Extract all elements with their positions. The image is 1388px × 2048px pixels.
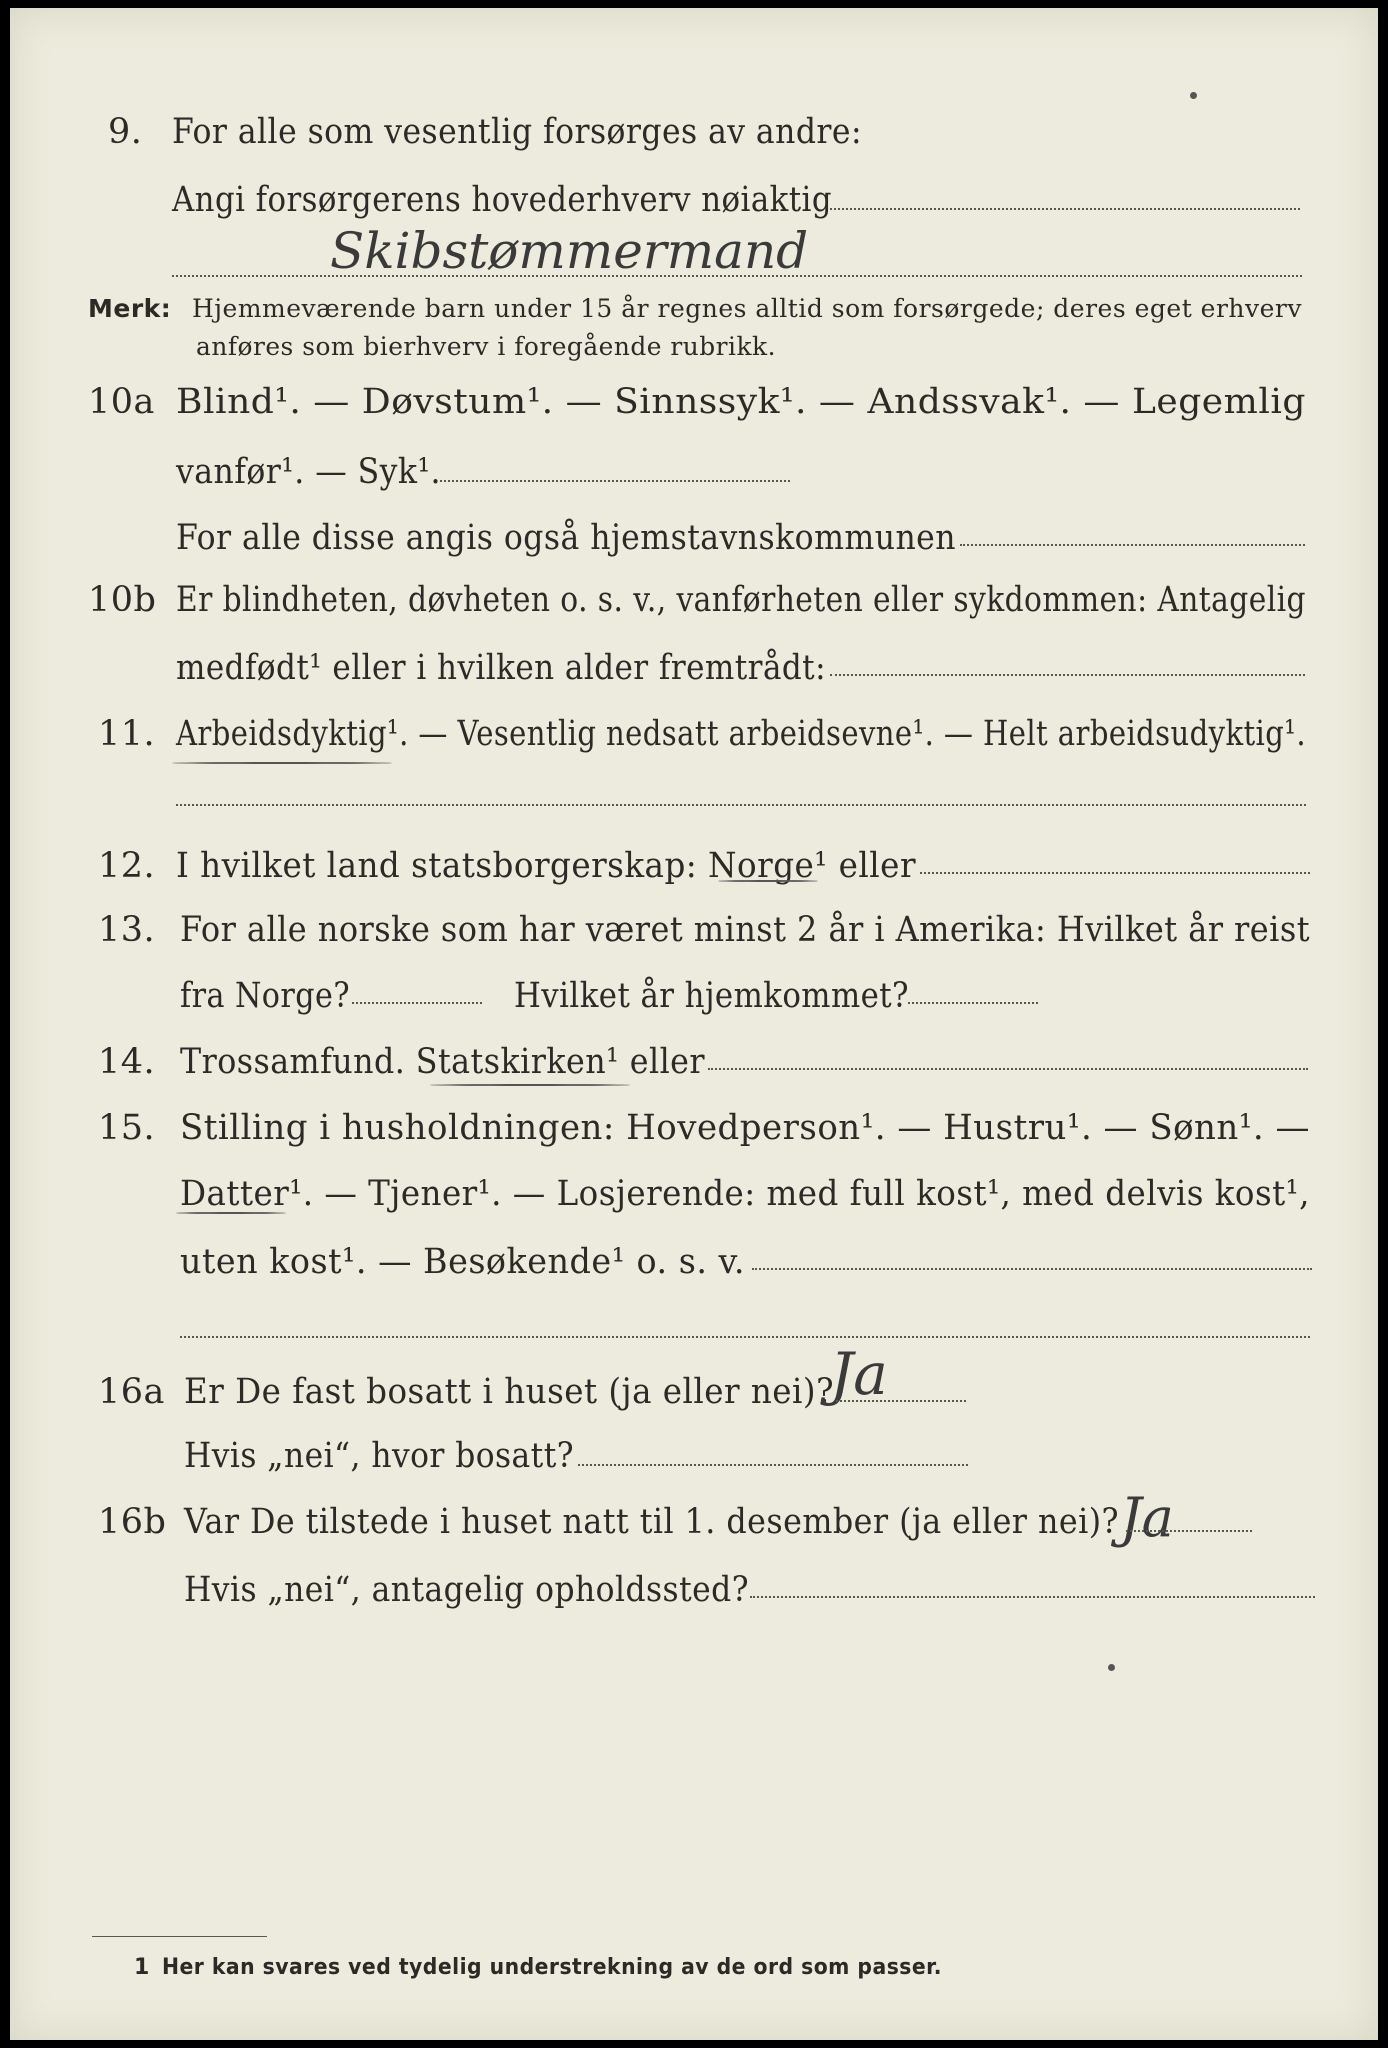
q16a-answer-line-1	[836, 1400, 966, 1402]
q12-underline-mark	[718, 880, 818, 882]
q14-number: 14.	[98, 1042, 156, 1082]
merk-label: Merk:	[88, 294, 172, 323]
q13-answer-line-2	[908, 1002, 1038, 1004]
q15-answer-line-1	[752, 1268, 1312, 1270]
q10a-number: 10a	[88, 382, 155, 422]
q9-answer-line-2	[172, 275, 1302, 277]
q9-text-2: Angi forsørgerens hovederhverv nøiaktig	[172, 180, 832, 220]
q16b-answer-line-2	[750, 1596, 1315, 1598]
q16a-answer-line-2	[578, 1464, 968, 1466]
q10a-text-3: For alle disse angis også hjemstavnskommunen	[176, 518, 956, 558]
q13-text-2b: Hvilket år hjemkommet?	[514, 976, 909, 1016]
q10b-text-2: medfødt¹ eller i hvilken alder fremtrådt:	[176, 648, 826, 688]
q16b-text-2: Hvis „nei“, antagelig opholdssted?	[184, 1570, 749, 1610]
footnote-mark: 1	[134, 1955, 150, 1980]
q12-number: 12.	[98, 846, 156, 886]
q11-answer-line	[176, 804, 1306, 806]
q11-number: 11.	[98, 714, 156, 754]
q12-text-1: I hvilket land statsborgerskap: Norge¹ eller	[176, 846, 916, 886]
q15-text-2: Datter¹. — Tjener¹. — Losjerende: med full kost¹, med delvis kost¹,	[180, 1174, 1310, 1214]
q15-underline-mark	[176, 1212, 286, 1214]
q16b-handwritten-answer: Ja	[1120, 1486, 1174, 1549]
q15-text-1: Stilling i husholdningen: Hovedperson¹. — Hustru¹. — Sønn¹. —	[180, 1108, 1310, 1148]
q15-number: 15.	[98, 1108, 156, 1148]
q10a-text-2: vanfør¹. — Syk¹.	[176, 452, 441, 492]
q10a-text-1: Blind¹. — Døvstum¹. — Sinnssyk¹. — Andssvak¹. — Legemlig	[176, 382, 1306, 422]
q9-answer-line-1	[830, 208, 1300, 210]
q10b-answer-line	[830, 674, 1305, 676]
q15-answer-line-2	[180, 1336, 1310, 1338]
q16b-number: 16b	[98, 1502, 167, 1542]
q9-text-1: For alle som vesentlig forsørges av andre:	[172, 112, 862, 152]
q9-handwritten-answer: Skibstømmermand	[330, 222, 809, 280]
footnote-text: Her kan svares ved tydelig understrekning av de ord som passer.	[162, 1955, 942, 1980]
q16a-text-2: Hvis „nei“, hvor bosatt?	[184, 1436, 574, 1476]
q16b-answer-line-1	[1126, 1530, 1252, 1532]
q13-text-2a: fra Norge?	[180, 976, 350, 1016]
q16b-text-1: Var De tilstede i huset natt til 1. desember (ja eller nei)?	[184, 1502, 1119, 1542]
q11-underline-mark	[172, 762, 392, 764]
q9-number: 9.	[108, 112, 143, 152]
q10b-text-1: Er blindheten, døvheten o. s. v., vanførheten eller sykdommen: Antagelig	[176, 580, 1306, 620]
q10b-number: 10b	[88, 580, 157, 620]
q16a-handwritten-answer: Ja	[830, 1340, 888, 1408]
q12-answer-line	[920, 872, 1310, 874]
q14-underline-mark	[430, 1084, 630, 1086]
q14-text-1: Trossamfund. Statskirken¹ eller	[180, 1042, 705, 1082]
q13-answer-line-1	[352, 1002, 482, 1004]
merk-text-2: anføres som bierhverv i foregående rubrikk.	[196, 332, 776, 361]
paper-speck	[1108, 1664, 1115, 1671]
q10a-answer-line-2	[960, 544, 1305, 546]
q13-text-1: For alle norske som har været minst 2 år i Amerika: Hvilket år reist	[180, 910, 1310, 950]
merk-text-1: Hjemmeværende barn under 15 år regnes alltid som forsørgede; deres eget erhverv	[192, 294, 1302, 323]
q15-text-3: uten kost¹. — Besøkende¹ o. s. v.	[180, 1242, 745, 1282]
footnote-rule	[92, 1936, 267, 1937]
paper-speck	[1190, 92, 1197, 99]
q11-text-1: Arbeidsdyktig¹. — Vesentlig nedsatt arbeidsevne¹. — Helt arbeidsudyktig¹.	[176, 714, 1306, 754]
q13-number: 13.	[98, 910, 156, 950]
q10a-answer-line-1	[440, 480, 790, 482]
q16a-text-1: Er De fast bosatt i huset (ja eller nei)?	[184, 1372, 834, 1412]
q14-answer-line	[708, 1068, 1308, 1070]
q16a-number: 16a	[98, 1372, 165, 1412]
